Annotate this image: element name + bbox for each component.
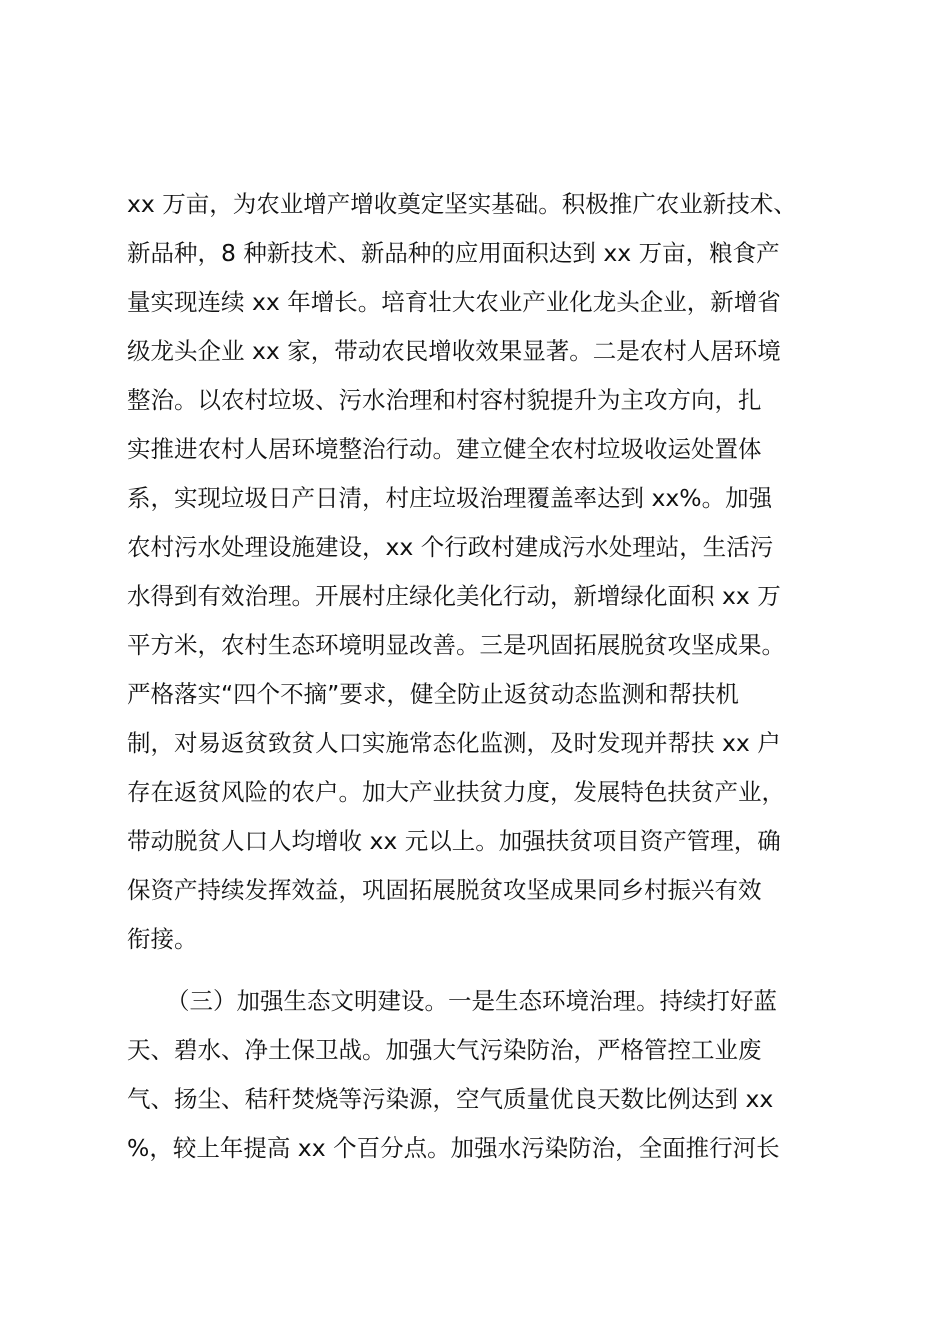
text-line: 水得到有效治理。开展村庄绿化美化行动，新增绿化面积 xx 万 — [127, 582, 781, 610]
paragraph-heading-line: （三）加强生态文明建设。一是生态环境治理。持续打好蓝 — [166, 987, 777, 1015]
text-line: xx 万亩，为农业增产增收奠定坚实基础。积极推广农业新技术、 — [127, 190, 797, 218]
text-line: 新品种，8 种新技术、新品种的应用面积达到 xx 万亩，粮食产 — [127, 239, 780, 267]
text-line: 级龙头企业 xx 家，带动农民增收效果显著。二是农村人居环境 — [127, 337, 781, 365]
text-line: 平方米，农村生态环境明显改善。三是巩固拓展脱贫攻坚成果。 — [127, 631, 785, 659]
text-line: 存在返贫风险的农户。加大产业扶贫力度，发展特色扶贫产业， — [127, 778, 785, 806]
text-line: %，较上年提高 xx 个百分点。加强水污染防治，全面推行河长 — [127, 1134, 780, 1162]
text-line: 制，对易返贫致贫人口实施常态化监测，及时发现并帮扶 xx 户 — [127, 729, 781, 757]
text-line: 气、扬尘、秸秆焚烧等污染源，空气质量优良天数比例达到 xx — [127, 1085, 774, 1113]
text-line: 量实现连续 xx 年增长。培育壮大农业产业化龙头企业，新增省 — [127, 288, 781, 316]
text-line: 天、碧水、净土保卫战。加强大气污染防治，严格管控工业废 — [127, 1036, 762, 1064]
text-line: 农村污水处理设施建设，xx 个行政村建成污水处理站，生活污 — [127, 533, 774, 561]
text-line: 衔接。 — [127, 925, 198, 953]
text-line: 严格落实“四个不摘”要求，健全防止返贫动态监测和帮扶机 — [127, 680, 739, 708]
text-line: 带动脱贫人口人均增收 xx 元以上。加强扶贫项目资产管理，确 — [127, 827, 781, 855]
text-line: 实推进农村人居环境整治行动。建立健全农村垃圾收运处置体 — [127, 435, 762, 463]
text-line: 系，实现垃圾日产日清，村庄垃圾治理覆盖率达到 xx%。加强 — [127, 484, 773, 512]
text-line: 保资产持续发挥效益，巩固拓展脱贫攻坚成果同乡村振兴有效 — [127, 876, 762, 904]
text-line: 整治。以农村垃圾、污水治理和村容村貌提升为主攻方向，扎 — [127, 386, 762, 414]
